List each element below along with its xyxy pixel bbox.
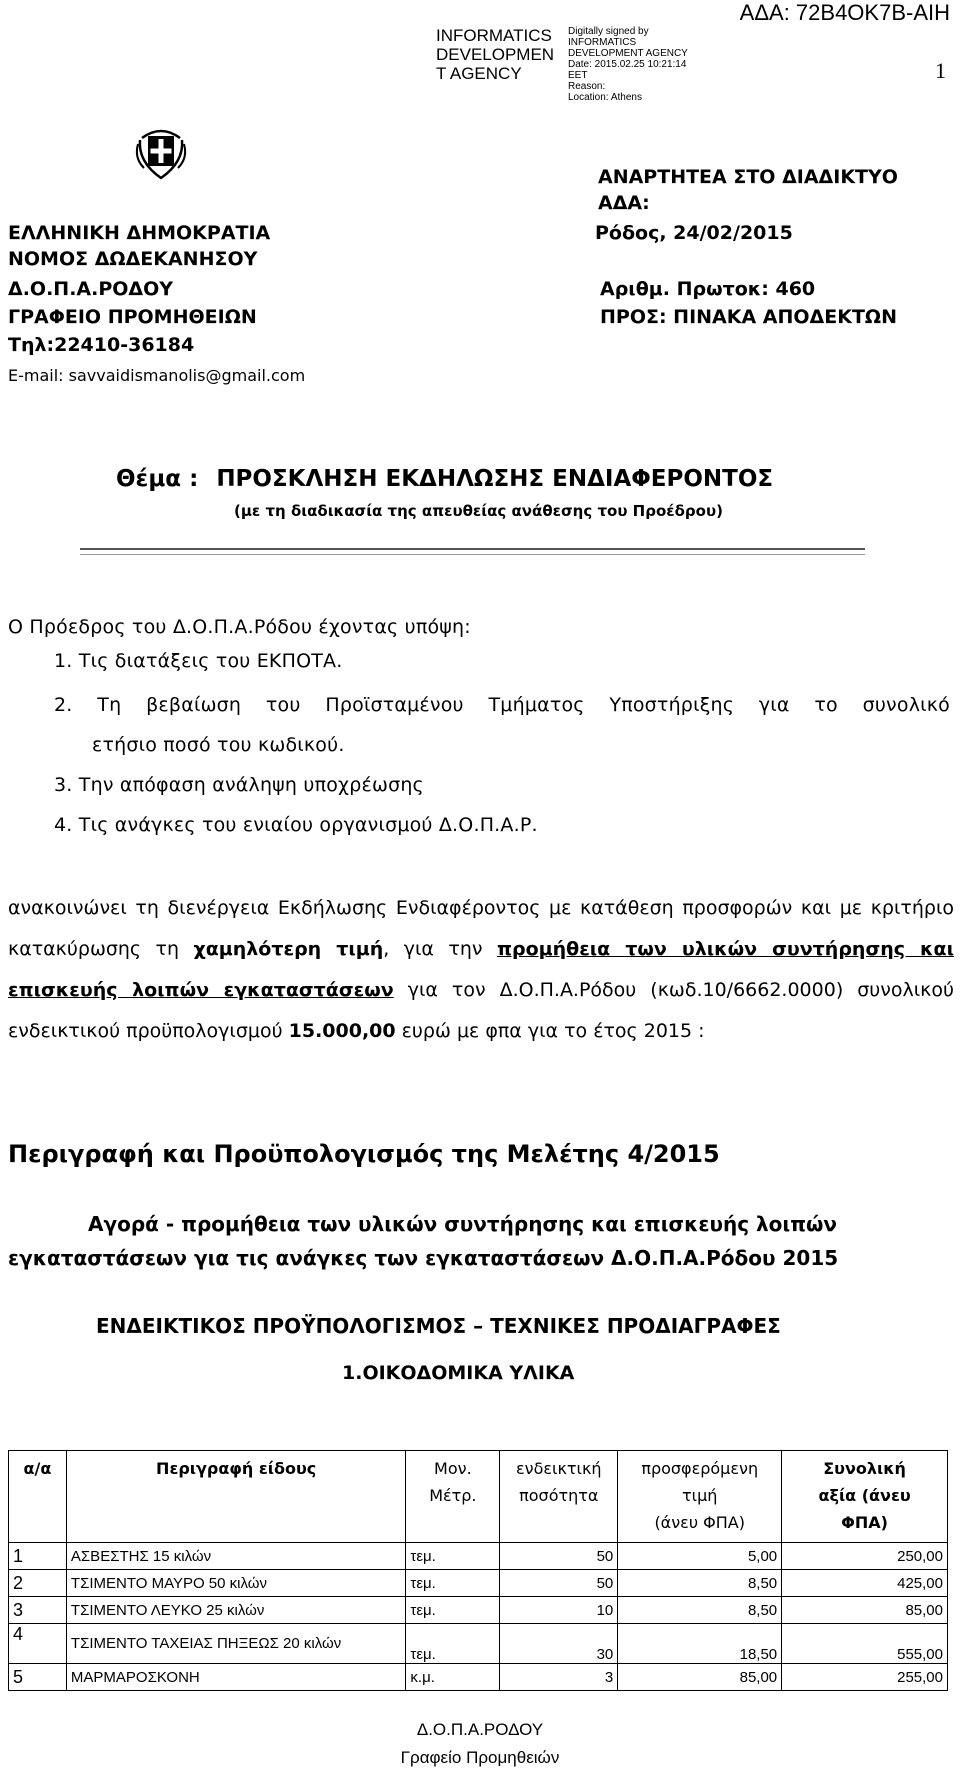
row-unit: τεμ. — [406, 1624, 500, 1664]
office-label: ΓΡΑΦΕΙΟ ΠΡΟΜΗΘΕΙΩΝ — [8, 306, 257, 328]
intro-text: Ο Πρόεδρος του Δ.Ο.Π.Α.Ρόδου έχοντας υπόψη: — [8, 616, 471, 638]
recipient-label: ΠΡΟΣ: ΠΙΝΑΚΑ ΑΠΟΔΕΚΤΩΝ — [600, 306, 897, 328]
protocol-number: Αριθμ. Πρωτοκ: 460 — [600, 278, 816, 300]
row-unit: τεμ. — [406, 1570, 500, 1597]
header-aa: α/α — [9, 1451, 67, 1543]
items-table — [8, 1450, 948, 1691]
row-price: 5,00 — [618, 1543, 782, 1570]
study-title: Περιγραφή και Προϋπολογισμός της Μελέτης 4/2015 — [8, 1140, 720, 1168]
subject-subtitle: (με τη διαδικασία της απευθείας ανάθεσης του Προέδρου) — [234, 502, 723, 520]
table-row — [9, 1543, 948, 1570]
purchase-line: Αγορά - προμήθεια των υλικών συντήρησης και επισκευής λοιπών — [88, 1212, 838, 1236]
consideration-item: 3. Την απόφαση ανάληψη υποχρέωσης — [54, 774, 424, 796]
row-quantity: 10 — [500, 1597, 618, 1624]
ada-code: ΑΔΑ: 72Β4ΟΚ7Β-ΑΙΗ — [739, 0, 950, 25]
budget-amount: 15.000,00 — [288, 1020, 396, 1042]
row-description: ΤΣΙΜΕΝΤΟ ΤΑΧΕΙΑΣ ΠΗΞΕΩΣ 20 κιλών — [66, 1624, 406, 1664]
signature-detail-line: DEVELOPMENT AGENCY — [568, 48, 688, 59]
prefecture-label: ΝΟΜΟΣ ΔΩΔΕΚΑΝΗΣΟΥ — [8, 248, 258, 270]
place-date: Ρόδος, 24/02/2015 — [595, 222, 793, 244]
row-description: ΤΣΙΜΕΝΤΟ ΜΑΥΡΟ 50 κιλών — [66, 1570, 406, 1597]
table-row — [9, 1570, 948, 1597]
republic-label: ΕΛΛΗΝΙΚΗ ΔΗΜΟΚΡΑΤΙΑ — [8, 222, 271, 244]
separator-line — [80, 548, 865, 555]
row-unit: τεμ. — [406, 1543, 500, 1570]
page-number: 1 — [935, 58, 946, 83]
lowest-price-text: χαμηλότερη τιμή — [193, 938, 384, 960]
ada-label: ΑΔΑ: — [598, 192, 650, 214]
row-total: 255,00 — [782, 1664, 948, 1691]
row-total: 425,00 — [782, 1570, 948, 1597]
signature-org-name — [436, 26, 564, 83]
row-aa: 1 — [9, 1543, 67, 1570]
header-unit: Μον. Μέτρ. — [406, 1451, 500, 1543]
announcement-text: ευρώ με φπα για το έτος 2015 : — [395, 1020, 705, 1042]
procurement-subject-text: προμήθεια των υλικών συντήρησης και επισκευής λοιπών εγκαταστάσεων — [8, 938, 955, 1001]
consideration-item: 1. Τις διατάξεις του ΕΚΠΟΤΑ. — [54, 650, 343, 672]
subject-label: Θέμα : — [116, 466, 199, 492]
row-price: 8,50 — [618, 1570, 782, 1597]
signature-org-line: INFORMATICS — [436, 26, 552, 45]
consideration-item-continued: ετήσιο ποσό του κωδικού. — [92, 734, 345, 756]
consideration-item: 2. Τη βεβαίωση του Προϊσταμένου Τμήματος Υποστήριξης για το συνολικό — [54, 694, 950, 716]
table-row — [9, 1597, 948, 1624]
row-aa: 3 — [9, 1597, 67, 1624]
row-total: 85,00 — [782, 1597, 948, 1624]
announcement-text: ανακοινώνει τη διενέργεια Εκδήλωσης Ενδιαφέροντος με κατάθεση προσφορών και με κριτήριο κατακύρωσης τη — [8, 897, 954, 960]
row-total: 555,00 — [782, 1624, 948, 1664]
row-total: 250,00 — [782, 1543, 948, 1570]
row-description: ΜΑΡΜΑΡΟΣΚΟΝΗ — [66, 1664, 406, 1691]
row-price: 18,50 — [618, 1624, 782, 1664]
budget-title: ΕΝΔΕΙΚΤΙΚΟΣ ΠΡΟΫΠΟΛΟΓΙΣΜΟΣ – ΤΕΧΝΙΚΕΣ ΠΡΟΔΙΑΓΡΑΦΕΣ — [96, 1314, 781, 1338]
row-aa: 5 — [9, 1664, 67, 1691]
announcement-text: , για την — [383, 938, 497, 960]
signature-org-line: DEVELOPMEN — [436, 45, 555, 64]
signature-detail-line: Location: Athens — [568, 92, 642, 103]
row-unit: κ.μ. — [406, 1664, 500, 1691]
row-quantity: 50 — [500, 1570, 618, 1597]
signature-detail-line: EET — [568, 70, 588, 81]
post-notice: ΑΝΑΡΤΗΤΕΑ ΣΤΟ ΔΙΑΔΙΚΤΥΟ — [598, 166, 898, 188]
purchase-line: εγκαταστάσεων για τις ανάγκες των εγκαταστάσεων Δ.Ο.Π.Α.Ρόδου 2015 — [8, 1246, 839, 1270]
row-aa: 2 — [9, 1570, 67, 1597]
signature-org-line: T AGENCY — [436, 64, 522, 83]
signature-detail-line: Date: 2015.02.25 10:21:14 — [568, 59, 687, 70]
greek-emblem-icon — [134, 122, 188, 186]
header-description: Περιγραφή είδους — [66, 1451, 406, 1543]
subject-heading — [116, 466, 773, 492]
signature-detail-line: Reason: — [568, 81, 606, 92]
table-row — [9, 1664, 948, 1691]
section-title: 1.ΟΙΚΟΔΟΜΙΚΑ ΥΛΙΚΑ — [342, 1362, 575, 1384]
row-price: 85,00 — [618, 1664, 782, 1691]
announcement-text: για τον Δ.Ο.Π.Α.Ρόδου (κωδ.10/6662.0000) συνολικού ενδεικτικού προϋπολογισμού — [8, 979, 954, 1042]
subject-title: ΠΡΟΣΚΛΗΣΗ ΕΚΔΗΛΩΣΗΣ ΕΝΔΙΑΦΕΡΟΝΤΟΣ — [216, 466, 774, 492]
signature-detail-line: INFORMATICS — [568, 37, 637, 48]
header-quantity: ενδεικτική ποσότητα — [500, 1451, 618, 1543]
row-description: ΤΣΙΜΕΝΤΟ ΛΕΥΚΟ 25 κιλών — [66, 1597, 406, 1624]
email-label: E-mail: savvaidismanolis@gmail.com — [8, 366, 306, 385]
row-aa: 4 — [9, 1624, 67, 1664]
signature-details — [568, 26, 688, 103]
footer-office: Γραφείο Προμηθειών — [400, 1748, 560, 1767]
row-quantity: 30 — [500, 1624, 618, 1664]
header-price: προσφερόμενη τιμή (άνευ ΦΠΑ) — [618, 1451, 782, 1543]
footer-org: Δ.Ο.Π.Α.ΡΟΔΟΥ — [416, 1720, 544, 1739]
table-header-row — [9, 1451, 948, 1543]
consideration-item: 4. Τις ανάγκες του ενιαίου οργανισμού Δ.Ο.Π.Α.Ρ. — [54, 814, 538, 836]
phone-label: Τηλ:22410-36184 — [8, 334, 195, 356]
org-label: Δ.Ο.Π.Α.ΡΟΔΟΥ — [8, 278, 174, 300]
row-description: ΑΣΒΕΣΤΗΣ 15 κιλών — [66, 1543, 406, 1570]
announcement-paragraph — [8, 888, 954, 1052]
row-quantity: 50 — [500, 1543, 618, 1570]
row-price: 8,50 — [618, 1597, 782, 1624]
header-total: Συνολική αξία (άνευ ΦΠΑ) — [782, 1451, 948, 1543]
table-row — [9, 1624, 948, 1664]
row-unit: τεμ. — [406, 1597, 500, 1624]
signature-detail-line: Digitally signed by — [568, 26, 649, 37]
row-quantity: 3 — [500, 1664, 618, 1691]
